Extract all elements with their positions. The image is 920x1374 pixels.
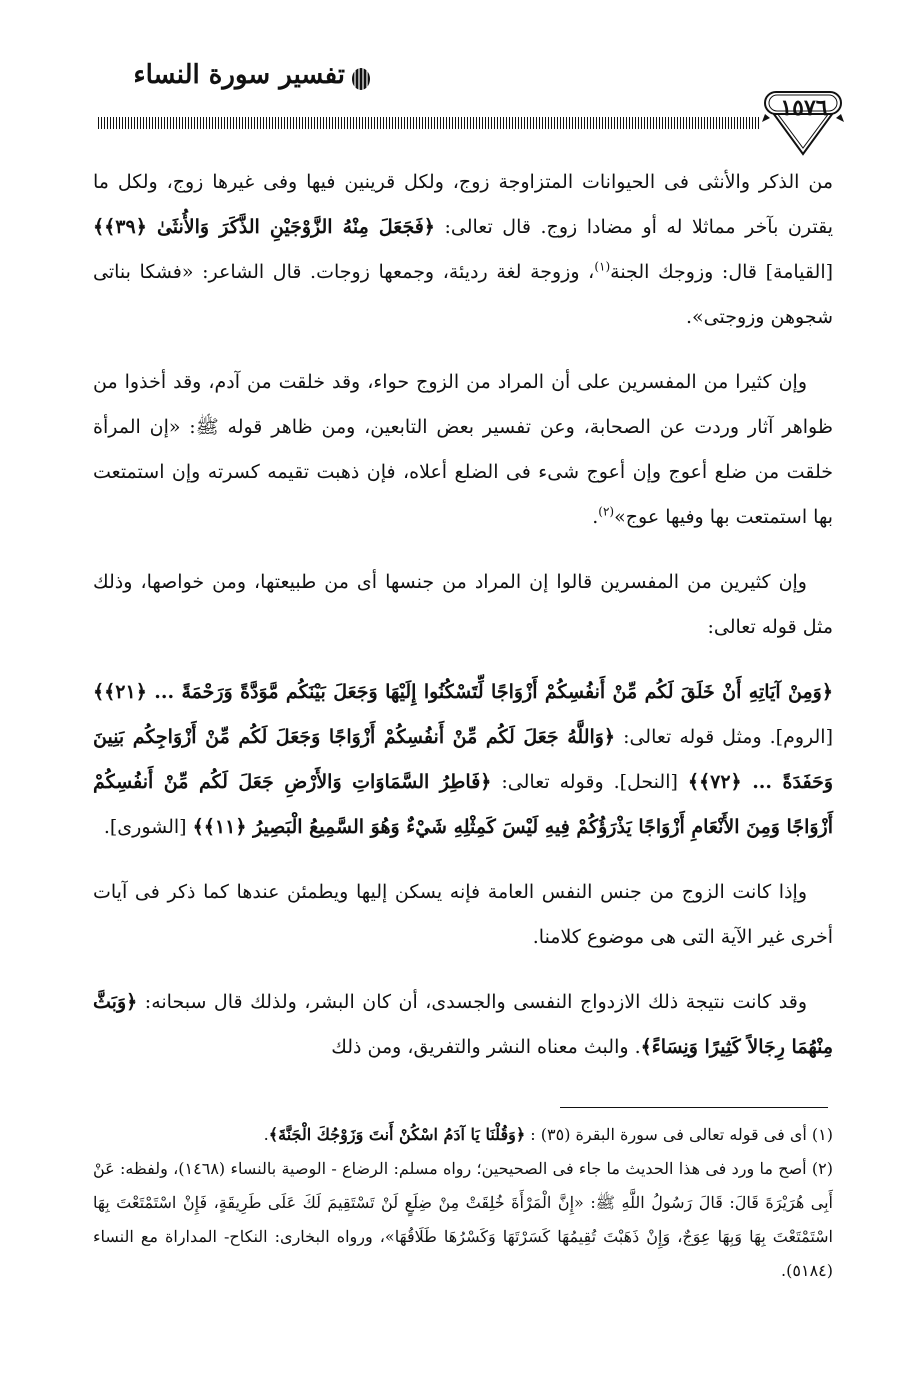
- footnote-divider: [560, 1107, 828, 1108]
- footnote-text: .: [263, 1125, 269, 1144]
- header-divider: [98, 117, 760, 129]
- paragraph-text: وقد كانت نتيجة ذلك الازدواج النفسى والجسدى، أن كان البشر، ولذلك قال سبحانه:: [144, 991, 807, 1013]
- footnote-ref[interactable]: (١): [594, 259, 611, 274]
- paragraph-text: . والبث معناه النشر والتفريق، ومن ذلك: [331, 1036, 641, 1058]
- paragraph-text: [القيامة] قال: وزوجك الجنة: [610, 261, 834, 283]
- paragraph-5: [93, 980, 833, 1070]
- header-ornament-icon: [350, 66, 372, 92]
- footnote-2: (٢) أصح ما ورد فى هذا الحديث ما جاء فى الصحيحين؛ رواه مسلم: الرضاع - الوصية بالنساء (١٤٦٨)، ولفظه: عَنْ أَبِى هُرَيْرَةَ قَالَ: قَالَ رَسُولُ اللَّهِ ﷺ: «إِنَّ الْمَرْأَةَ خُلِقَتْ مِنْ ضِلَعٍ لَنْ تَسْتَقِيمَ لَكَ عَلَى طَرِيقَةٍ، فَإِنْ اسْتَمْتَعْتَ بِهَا اسْتَمْتَعْتَ بِهَا وَبِهَا عِوَجٌ، وَإِنْ ذَهَبْتَ تُقِيمُهَا كَسَرْتَهَا وَكَسْرُهَا طَلَاقُهَا»، ورواه البخارى: النكاح- المداراة مع النساء (٥١٨٤).: [93, 1159, 834, 1280]
- paragraph-2: [93, 360, 833, 540]
- footnote-1: [93, 1118, 833, 1152]
- main-text: [93, 160, 833, 1090]
- running-header-title: تفسير سورة النساء: [133, 60, 345, 90]
- quran-verse: ﴿وَقُلْنَا يَا آدَمُ اسْكُنْ أَنتَ وَزَوْجُكَ الْجَنَّةَ﴾: [268, 1125, 526, 1144]
- quran-verse: ﴿فَاطِرُ السَّمَاوَاتِ وَالأَرْضِ جَعَلَ لَكُم مِّنْ أَنفُسِكُمْ أَزْوَاجًا وَمِنَ الأَنْعَامِ أَزْوَاجًا يَذْرَؤُكُمْ فِيهِ لَيْسَ كَمِثْلِهِ شَيْءٌ وَهُوَ السَّمِيعُ الْبَصِيرُ ﴿١١﴾﴾: [93, 771, 833, 838]
- quran-verse: ﴿وَاللَّهُ جَعَلَ لَكُم مِّنْ أَنفُسِكُمْ أَزْوَاجًا وَجَعَلَ لَكُم مِّنْ أَزْوَاجِكُم بَنِينَ وَحَفَدَةً ... ﴿٧٢﴾﴾: [93, 726, 834, 793]
- quran-verse: ﴿وَمِنْ آيَاتِهِ أَنْ خَلَقَ لَكُم مِّنْ أَنفُسِكُمْ أَزْوَاجًا لِّتَسْكُنُوا إِلَيْهَا وَجَعَلَ بَيْنَكُم مَّوَدَّةً وَرَحْمَةً ... ﴿٢١﴾﴾: [93, 681, 833, 703]
- verse-source: [الروم]. ومثل قوله تعالى:: [623, 726, 833, 748]
- footnote-text: (١) أى فى قوله تعالى فى سورة البقرة (٣٥) :: [530, 1125, 833, 1144]
- paragraph-text: وإذا كانت الزوج من جنس النفس العامة فإنه يسكن إليها ويطمئن عندها كما ذكر فى آيات أخرى غير الآية التى هى موضوع كلامنا.: [93, 881, 833, 948]
- quran-block: [93, 670, 833, 850]
- paragraph-text: وإن كثيرا من المفسرين على أن المراد من الزوج حواء، وقد خلقت من آدم، وقد أخذوا من ظواهر آثار وردت عن الصحابة، وعن تفسير بعض التابعين، ومن ظاهر قوله ﷺ: «إن المرأة خلقت من ضلع أعوج وإن أعوج شىء فى الضلع أعلاه، فإن ذهبت تقيمه كسرته وإن استمتعت بها استمتعت بها وفيها عوج»: [93, 371, 833, 528]
- paragraph-text: من الذكر والأنثى فى الحيوانات المتزاوجة زوج، ولكل قرينين فيها وفى غيرها زوج، ولكل ما يقترن بآخر مماثلا له أو مضادا زوج. قال تعالى:: [93, 171, 833, 238]
- footnote-ref[interactable]: (٢): [598, 504, 615, 519]
- page-number: ١٥٧٦: [780, 95, 828, 121]
- paragraph-3: [93, 560, 833, 650]
- paragraph-text: وإن كثيرين من المفسرين قالوا إن المراد من جنسها أى من طبيعتها، ومن خواصها، وذلك مثل قوله تعالى:: [93, 571, 833, 638]
- quran-verse: ﴿وَبَثَّ مِنْهُمَا رِجَالاً كَثِيرًا وَنِسَاءً﴾: [93, 991, 833, 1058]
- quran-verse: ﴿فَجَعَلَ مِنْهُ الزَّوْجَيْنِ الذَّكَرَ وَالأُنثَىٰ ﴿٣٩﴾﴾: [93, 216, 435, 238]
- paragraph-text: ، وزوجة لغة رديئة، وجمعها زوجات. قال الشاعر: «فشكا بناتى شجوهن وزوجتى».: [93, 261, 833, 328]
- paragraph-text: .: [592, 506, 599, 528]
- paragraph-1: [93, 160, 833, 340]
- verse-source: [الشورى].: [103, 816, 187, 838]
- verse-source: [النحل]. وقوله تعالى:: [501, 771, 678, 793]
- footnotes: [93, 1118, 833, 1288]
- paragraph-4: [93, 870, 833, 960]
